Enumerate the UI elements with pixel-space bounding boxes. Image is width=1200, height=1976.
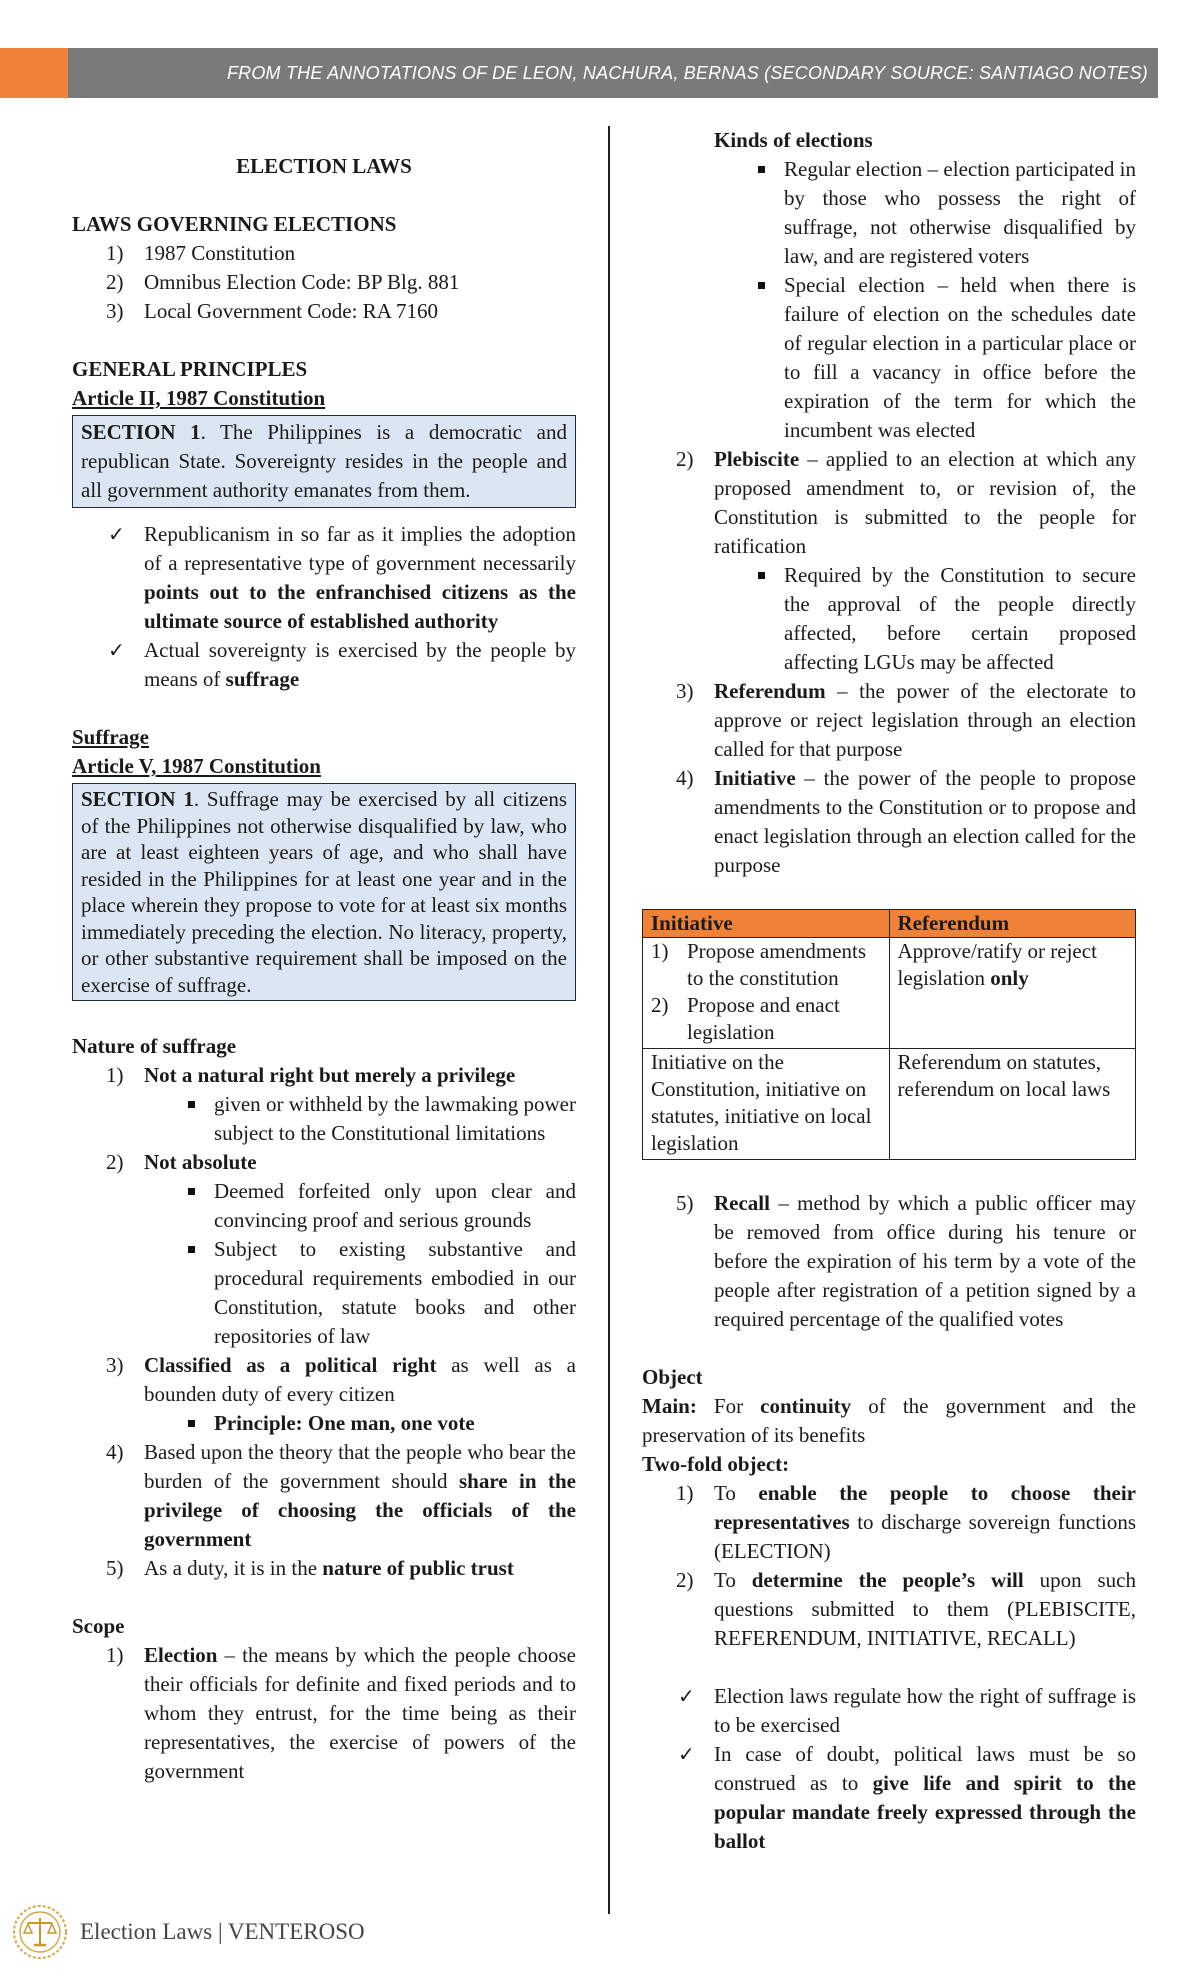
table-cell	[643, 938, 890, 1049]
table-row	[643, 1049, 1136, 1160]
bullet-item: Required by the Constitution to secure the approval of the people directly affected, before certain proposed affecting LGUs may be affected	[714, 561, 1136, 677]
check-icon: ✓	[678, 1684, 695, 1708]
left-column	[72, 152, 576, 1786]
bullet-item: Regular election – election participated in by those who possess the right of suffrage, not otherwise disqualified by law, and are registered voters	[714, 155, 1136, 271]
twofold-list	[642, 1479, 1136, 1653]
table-header-row	[643, 910, 1136, 938]
list-item: 1) Not a natural right but merely a privilege given or withheld by the lawmaking power subject to the Constitutional limitations	[72, 1061, 576, 1148]
list-item: 3) Classified as a political right as well as a bounden duty of every citizen Principle: One man, one vote	[72, 1351, 576, 1438]
list-item: 5) Recall – method by which a public officer may be removed from office during his tenure or before the expiration of his term by a vote of the people after registration of a petition signed by a required percentage of the qualified votes	[676, 1191, 1136, 1331]
scope-list	[72, 1641, 576, 1786]
suffrage-heading: Suffrage	[72, 725, 149, 749]
header-banner	[68, 48, 1158, 98]
laws-heading: LAWS GOVERNING ELECTIONS	[72, 212, 397, 236]
list-item: 3) Referendum – the power of the electorate to approve or reject legislation through an election called for that purpose	[676, 679, 1136, 761]
nature-heading: Nature of suffrage	[72, 1034, 237, 1058]
right-column	[642, 126, 1136, 1856]
scales-of-justice-icon	[12, 1904, 68, 1960]
footer-text: Election Laws | VENTEROSO	[80, 1919, 365, 1944]
recall-list	[642, 1189, 1136, 1334]
bullet-item: Deemed forfeited only upon clear and convincing proof and serious grounds	[144, 1177, 576, 1235]
list-item: 5) As a duty, it is in the nature of public trust	[106, 1556, 514, 1580]
table-header-referendum: Referendum	[889, 910, 1136, 938]
column-divider	[608, 126, 610, 1914]
check-icon: ✓	[108, 522, 125, 546]
check-icon: ✓	[108, 638, 125, 662]
table-cell: Initiative on the Constitution, initiative on statutes, initiative on local legislation	[643, 1049, 890, 1160]
table-row	[643, 938, 1136, 1049]
bullet-item: Special election – held when there is failure of election on the schedules date of regular election in a particular place or to fill a vacancy in office before the expiration of the term for which the incumbent was elected	[714, 271, 1136, 445]
document-title: ELECTION LAWS	[236, 154, 412, 178]
list-item: 4) Initiative – the power of the people to propose amendments to the Constitution or to propose and enact legislation through an election called for the purpose	[676, 766, 1136, 877]
closing-checklist	[642, 1682, 1136, 1856]
kinds-heading: Kinds of elections	[714, 128, 873, 152]
article-2-section-box: SECTION 1. The Philippines is a democratic and republican State. Sovereignty resides in the people and all government authority emanates from them.	[72, 415, 576, 508]
footer	[12, 1902, 365, 1962]
list-item: 1) Propose amendments to the constitution	[651, 939, 867, 990]
principles-checklist	[72, 520, 576, 694]
list-item: ✓ Actual sovereignty is exercised by the people by means of suffrage	[108, 638, 576, 691]
list-item: 2) Propose and enact legislation	[651, 993, 840, 1044]
bullet-item: Subject to existing substantive and procedural requirements embodied in our Constitution, statute books and other repositories of law	[144, 1235, 576, 1351]
laws-list	[72, 239, 576, 326]
scope-heading: Scope	[72, 1614, 125, 1638]
list-item: 2) To determine the people’s will upon such questions submitted to them (PLEBISCITE, REFERENDUM, INITIATIVE, RECALL)	[676, 1568, 1136, 1650]
list-item: 1) To enable the people to choose their representatives to discharge sovereign functions (ELECTION)	[676, 1481, 1136, 1563]
article-5-section-box: SECTION 1. Suffrage may be exercised by all citizens of the Philippines not otherwise disqualified by law, who are at least eighteen years of age, and who shall have resided in the Philippines for at least one year and in the place wherein they propose to vote for at least six months immediately preceding the election. No literacy, property, or other substantive requirement shall be imposed on the exercise of suffrage.	[72, 783, 576, 1001]
twofold-heading: Two-fold object:	[642, 1452, 790, 1476]
kinds-list	[642, 155, 1136, 445]
main-object: Main: For continuity of the government and the preservation of its benefits	[642, 1394, 1136, 1447]
table-header-initiative: Initiative	[643, 910, 890, 938]
bullet-item: given or withheld by the lawmaking power subject to the Constitutional limitations	[144, 1090, 576, 1148]
nature-list	[72, 1061, 576, 1583]
table-cell: Approve/ratify or reject legislation only	[889, 938, 1136, 1049]
general-principles-heading: GENERAL PRINCIPLES	[72, 357, 308, 381]
list-item: 4) Based upon the theory that the people who bear the burden of the government should share in the privilege of choosing the officials of the government	[106, 1440, 576, 1551]
article-5-heading: Article V, 1987 Constitution	[72, 754, 321, 778]
list-item: 2) Not absolute Deemed forfeited only upon clear and convincing proof and serious grounds Subject to existing substantive and procedural requirements embodied in our Constitution, statute books and other repositories of law	[72, 1148, 576, 1351]
list-item: ✓ Republicanism in so far as it implies the adoption of a representative type of government necessarily points out to the enfranchised citizens as the ultimate source of established authority	[108, 522, 576, 633]
list-item: ✓ Election laws regulate how the right of suffrage is to be exercised	[678, 1684, 1136, 1737]
table-cell: Referendum on statutes, referendum on local laws	[889, 1049, 1136, 1160]
header-text: FROM THE ANNOTATIONS OF DE LEON, NACHURA, BERNAS (SECONDARY SOURCE: SANTIAGO NOTES)	[226, 63, 1148, 83]
header-accent-block	[0, 48, 68, 98]
list-item: 1) Election – the means by which the people choose their officials for definite and fixed periods and to whom they entrust, for the time being as their representatives, the exercise of powers of the government	[106, 1643, 576, 1783]
bullet-item: Principle: One man, one vote	[144, 1409, 576, 1438]
election-types-list	[642, 445, 1136, 880]
list-item: ✓ In case of doubt, political laws must be so construed as to give life and spirit to the popular mandate freely expressed through the ballot	[678, 1742, 1136, 1853]
object-heading: Object	[642, 1365, 703, 1389]
article-2-heading: Article II, 1987 Constitution	[72, 386, 326, 410]
list-item: 2) Plebiscite – applied to an election at which any proposed amendment to, or revision of, the Constitution is submitted to the people for ratification Required by the Constitution to secure the approval of the people directly affected, before certain proposed affecting LGUs may be affected	[642, 445, 1136, 677]
initiative-referendum-table	[642, 909, 1136, 1160]
list-item: 2) Omnibus Election Code: BP Blg. 881	[106, 270, 460, 294]
list-item: 1) 1987 Constitution	[106, 241, 296, 265]
list-item: 3) Local Government Code: RA 7160	[106, 299, 438, 323]
check-icon: ✓	[678, 1742, 695, 1766]
